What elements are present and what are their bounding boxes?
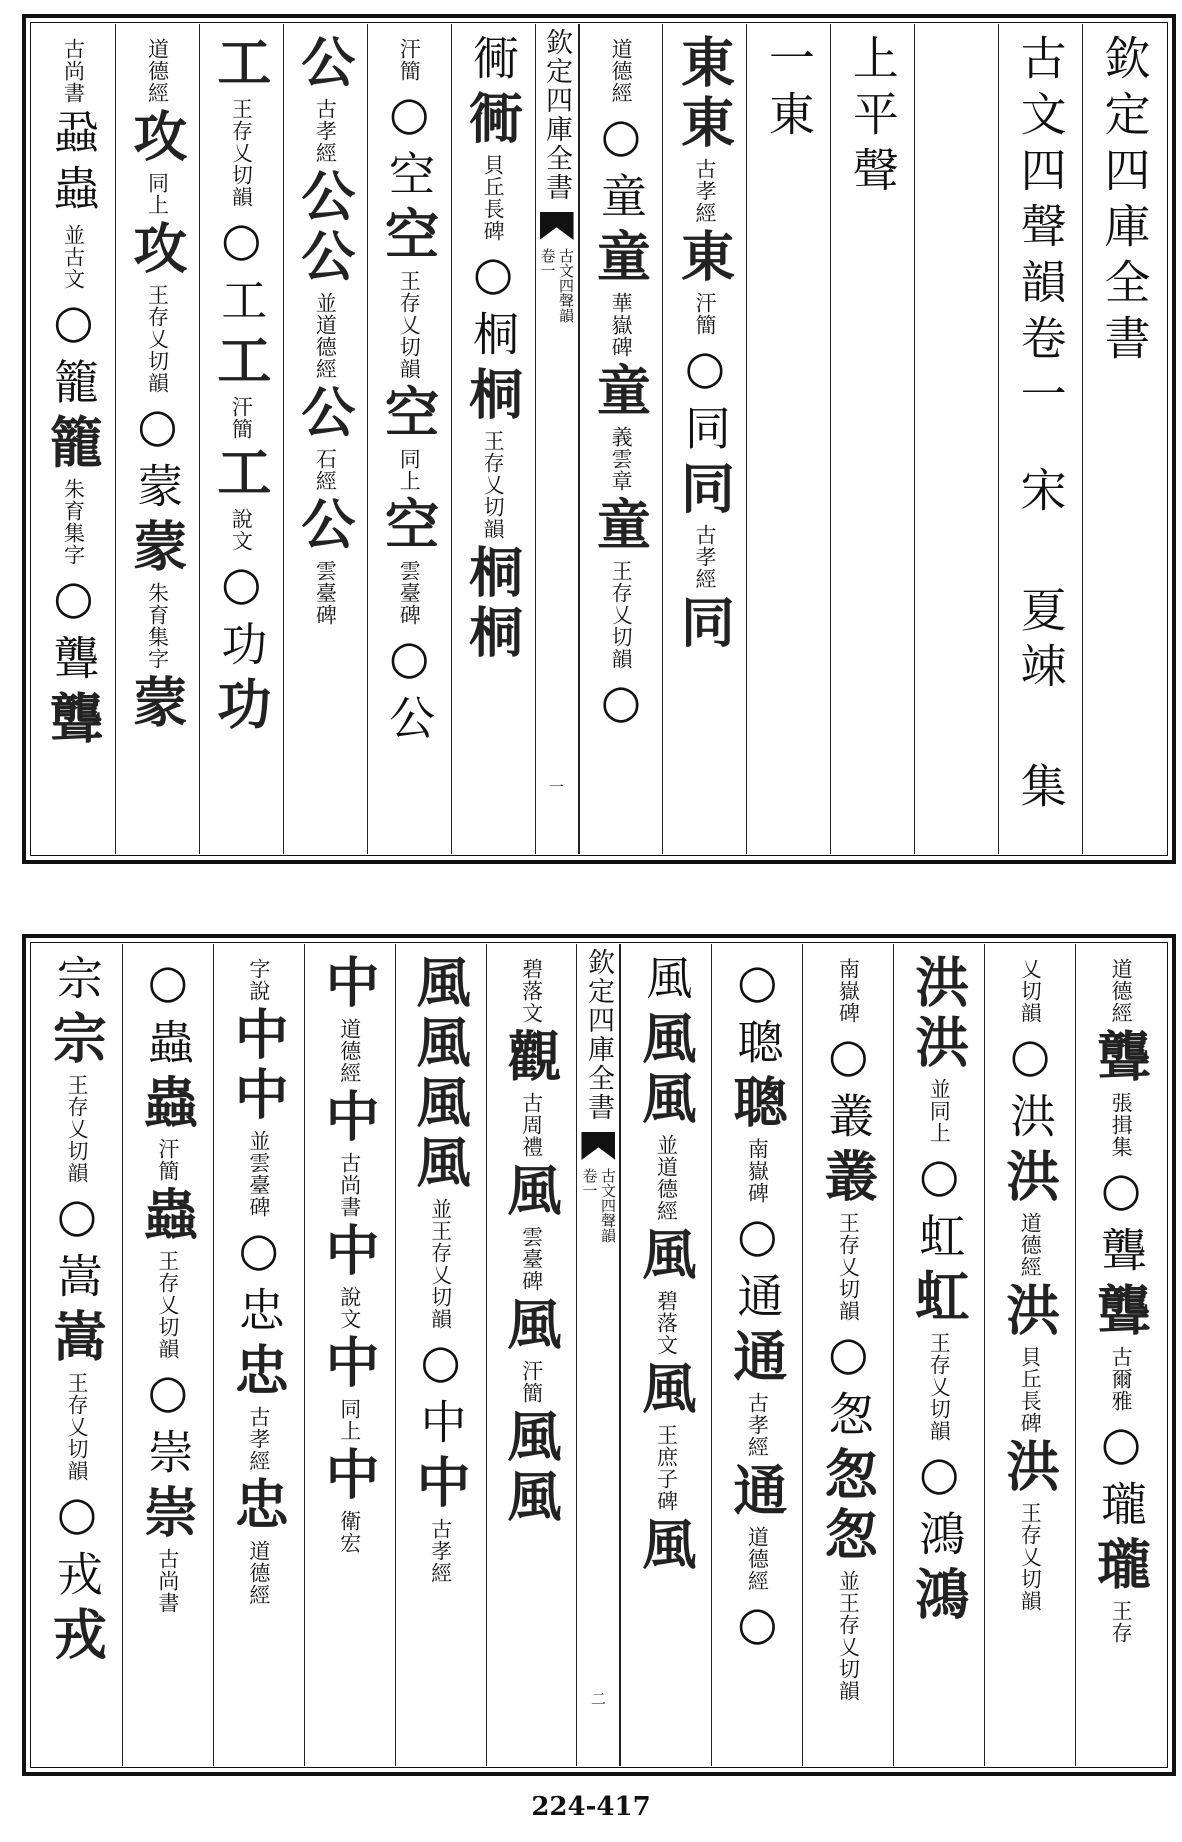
source-annotation: 字說 <box>246 958 271 1002</box>
source-annotation: 古尚書 <box>155 1548 180 1614</box>
seal-script-glyph: 聾 <box>1088 1028 1153 1088</box>
seal-script-glyph: 公 <box>292 228 357 288</box>
text-column-c7 <box>115 24 199 854</box>
seal-script-glyph: 東 <box>672 228 737 288</box>
seal-script-glyph: 空 <box>376 384 441 444</box>
seal-script-glyph: 嵩 <box>44 1308 109 1368</box>
text-column-d7 <box>486 944 577 1766</box>
source-annotation: 古尚書 <box>61 38 86 104</box>
spine-page-number: 二 <box>588 1691 607 1706</box>
source-annotation: 王存乂切韻 <box>155 1250 180 1360</box>
headword: ○忠 <box>231 1222 286 1342</box>
seal-script-glyph: 洪 <box>906 954 971 1014</box>
source-annotation: 乂切韻 <box>1018 958 1043 1024</box>
source-annotation: 古孝經 <box>428 1518 453 1584</box>
collection-title-column <box>1082 24 1166 854</box>
seal-script-glyph: 聾 <box>40 690 105 750</box>
source-annotation: 王存乂切韻 <box>397 270 422 380</box>
seal-script-glyph: 風 <box>633 1010 698 1070</box>
headword: ○ <box>730 1596 785 1660</box>
book-title-column <box>998 24 1082 854</box>
spine-page-number: 一 <box>547 779 566 794</box>
source-annotation: 汗簡 <box>229 396 254 440</box>
seal-script-glyph: 公 <box>292 496 357 556</box>
seal-script-glyph: 蒙 <box>124 674 189 734</box>
seal-script-glyph: 中 <box>317 954 382 1014</box>
seal-script-glyph: 衕 <box>460 90 525 150</box>
source-annotation: 並古文 <box>61 224 86 290</box>
seal-script-glyph: 工 <box>208 444 273 504</box>
seal-script-glyph: 童 <box>588 228 653 288</box>
text-column-c1 <box>662 24 746 854</box>
source-annotation: 張揖集 <box>1109 1092 1134 1158</box>
source-annotation: 同上 <box>337 1398 362 1442</box>
source-annotation: 道德經 <box>145 38 170 104</box>
seal-script-glyph: 怱 <box>815 1506 880 1566</box>
seal-script-glyph: 桐 <box>460 604 525 664</box>
source-annotation: 義雲章 <box>609 426 634 492</box>
source-annotation: 王存乂切韻 <box>229 98 254 208</box>
seal-script-glyph: 叢 <box>815 1148 880 1208</box>
headword: 宗 <box>49 954 104 1010</box>
seal-script-glyph: 通 <box>724 1328 789 1388</box>
seal-script-glyph: 空 <box>376 496 441 556</box>
source-annotation: 王存乂切韻 <box>145 284 170 394</box>
seal-script-glyph: 東 <box>672 94 737 154</box>
seal-script-glyph: 聰 <box>724 1074 789 1134</box>
seal-script-glyph: 中 <box>317 1446 382 1506</box>
seal-script-glyph: 中 <box>317 1334 382 1394</box>
top-page <box>22 14 1176 864</box>
source-annotation: 道德經 <box>609 38 634 104</box>
headword: ○怱 <box>821 1326 876 1446</box>
text-column-d12 <box>32 944 122 1766</box>
source-annotation: 王存乂切韻 <box>927 1332 952 1442</box>
seal-script-glyph: 中 <box>226 1066 291 1126</box>
seal-script-glyph: 工 <box>208 34 273 94</box>
text-column-c6 <box>199 24 283 854</box>
seal-script-glyph: 攻 <box>124 220 189 280</box>
seal-script-glyph: 風 <box>633 1360 698 1420</box>
source-annotation: 並道德經 <box>654 1134 679 1222</box>
seal-script-glyph: 怱 <box>815 1446 880 1506</box>
seal-script-glyph: 中 <box>408 1454 473 1514</box>
headword: ○工 <box>214 212 269 332</box>
fishtail-mark <box>540 212 574 240</box>
seal-script-glyph: 洪 <box>997 1438 1062 1498</box>
seal-script-glyph: 風 <box>633 1226 698 1286</box>
headword: ○籠 <box>46 294 101 414</box>
source-annotation: 汗簡 <box>397 38 422 82</box>
source-annotation: 古孝經 <box>745 1392 770 1458</box>
seal-script-glyph: 戎 <box>44 1606 109 1666</box>
source-annotation: 南嶽碑 <box>745 1138 770 1204</box>
source-annotation: 古孝經 <box>313 98 338 164</box>
text-column-d8 <box>395 944 486 1766</box>
seal-script-glyph: 蒙 <box>124 518 189 578</box>
seal-script-glyph: 崇 <box>135 1484 200 1544</box>
text-column-c4 <box>367 24 451 854</box>
source-annotation: 道德經 <box>1018 1212 1043 1278</box>
source-annotation: 汗簡 <box>519 1360 544 1404</box>
source-annotation: 並同上 <box>927 1078 952 1144</box>
headword: ○鴻 <box>912 1446 967 1566</box>
author-line: 宋 夏竦 集 <box>1013 466 1068 818</box>
page-code: 224-417 <box>531 1792 651 1822</box>
seal-script-glyph: 虹 <box>906 1268 971 1328</box>
spine-book-title: 古文四聲韻 <box>598 1168 617 1243</box>
headword: ○叢 <box>821 1028 876 1148</box>
headword: 蝨蟲 <box>46 108 101 220</box>
headword: ○桐 <box>466 246 521 366</box>
source-annotation: 古孝經 <box>246 1406 271 1472</box>
source-annotation: 同上 <box>397 448 422 492</box>
seal-script-glyph: 鴻 <box>906 1566 971 1626</box>
source-annotation: 南嶽碑 <box>836 958 861 1024</box>
text-column-d4 <box>802 944 893 1766</box>
source-annotation: 說文 <box>337 1286 362 1330</box>
seal-script-glyph: 瓏 <box>1088 1536 1153 1596</box>
headword: 衕 <box>466 34 521 90</box>
rhyme-title: 一東 <box>761 34 816 146</box>
seal-script-glyph: 蟲 <box>135 1186 200 1246</box>
seal-script-glyph: 風 <box>633 1516 698 1576</box>
source-annotation: 並王存乂切韻 <box>836 1570 861 1702</box>
seal-script-glyph: 風 <box>408 954 473 1014</box>
text-column-c3 <box>451 24 535 854</box>
seal-script-glyph: 同 <box>672 460 737 520</box>
headword: ○崇 <box>140 1364 195 1484</box>
headword: ○通 <box>730 1208 785 1328</box>
headword: ○童 <box>594 108 648 228</box>
seal-script-glyph: 聾 <box>1088 1282 1153 1342</box>
source-annotation: 朱育集字 <box>145 582 170 670</box>
collection-title: 欽定四庫全書 <box>1097 34 1152 370</box>
spine-column <box>535 24 579 854</box>
source-annotation: 王庶子碑 <box>654 1424 679 1512</box>
source-annotation: 貝丘長碑 <box>1018 1346 1043 1434</box>
source-annotation: 王存乂切韻 <box>609 560 634 670</box>
headword: ○聾 <box>1094 1162 1149 1282</box>
text-column-d1 <box>1075 944 1166 1766</box>
source-annotation: 古孝經 <box>693 524 717 590</box>
headword: ○嵩 <box>49 1188 104 1308</box>
seal-script-glyph: 風 <box>408 1074 473 1134</box>
headword: ○蒙 <box>130 398 185 518</box>
top-page-columns <box>32 24 1166 854</box>
seal-script-glyph: 中 <box>226 1006 291 1066</box>
spine-column <box>576 944 620 1766</box>
source-annotation: 雲臺碑 <box>519 1226 544 1292</box>
source-annotation: 古周禮 <box>519 1092 544 1158</box>
headword: ○虹 <box>912 1148 967 1268</box>
source-annotation: 華嶽碑 <box>609 292 634 358</box>
seal-script-glyph: 風 <box>499 1162 563 1222</box>
headword: ○ <box>594 674 648 738</box>
seal-script-glyph: 童 <box>588 496 653 556</box>
headword: ○中 <box>413 1334 468 1454</box>
source-annotation: 王存乂切韻 <box>481 430 506 540</box>
spine-book-title: 古文四聲韻 <box>557 248 576 323</box>
seal-script-glyph: 攻 <box>124 108 189 168</box>
seal-script-glyph: 忠 <box>226 1476 291 1536</box>
headword: 風 <box>639 954 694 1010</box>
source-annotation: 王存乂切韻 <box>1018 1502 1043 1612</box>
seal-script-glyph: 中 <box>317 1222 382 1282</box>
seal-script-glyph: 蟲 <box>135 1074 200 1134</box>
source-annotation: 古孝經 <box>693 158 717 224</box>
source-annotation: 並雲臺碑 <box>246 1130 271 1218</box>
seal-script-glyph: 風 <box>408 1134 473 1194</box>
source-annotation: 道德經 <box>246 1540 271 1606</box>
source-annotation: 古尚書 <box>337 1152 362 1218</box>
source-annotation: 道德經 <box>745 1526 770 1592</box>
headword: ○功 <box>214 556 269 676</box>
seal-script-glyph: 中 <box>317 1088 382 1148</box>
seal-script-glyph: 功 <box>208 676 273 736</box>
source-annotation: 汗簡 <box>693 292 717 336</box>
source-annotation: 古爾雅 <box>1109 1346 1134 1412</box>
seal-script-glyph: 工 <box>208 332 273 392</box>
source-annotation: 王存乂切韻 <box>836 1212 861 1322</box>
section-title: 上平聲 <box>845 34 900 202</box>
source-annotation: 並道德經 <box>313 292 338 380</box>
source-annotation: 說文 <box>229 508 254 552</box>
text-column-d11 <box>122 944 213 1766</box>
seal-script-glyph: 桐 <box>460 366 525 426</box>
seal-script-glyph: 風 <box>408 1014 473 1074</box>
source-annotation: 道德經 <box>337 1018 362 1084</box>
text-column-d9 <box>304 944 395 1766</box>
headword: ○蟲 <box>140 954 195 1074</box>
headword: ○戎 <box>49 1486 104 1606</box>
source-annotation: 貝丘長碑 <box>481 154 506 242</box>
seal-script-glyph: 公 <box>292 384 357 444</box>
source-annotation: 朱育集字 <box>61 478 86 566</box>
seal-script-glyph: 洪 <box>997 1282 1062 1342</box>
source-annotation: 王存 <box>1109 1600 1134 1644</box>
headword: ○瓏 <box>1094 1416 1149 1536</box>
seal-script-glyph: 籠 <box>40 414 105 474</box>
seal-script-glyph: 風 <box>499 1408 563 1468</box>
text-column-c8 <box>32 24 115 854</box>
source-annotation: 並王存乂切韻 <box>428 1198 453 1330</box>
rhyme-column <box>746 24 830 854</box>
seal-script-glyph: 童 <box>588 362 653 422</box>
text-column-c2 <box>579 24 663 854</box>
text-column-d3 <box>893 944 984 1766</box>
headword: ○空 <box>382 86 437 206</box>
source-annotation: 王存乂切韻 <box>64 1372 89 1482</box>
bottom-page-columns <box>32 944 1166 1766</box>
source-annotation: 汗簡 <box>155 1138 180 1182</box>
seal-script-glyph: 空 <box>376 206 441 266</box>
fishtail-mark <box>581 1132 615 1160</box>
source-annotation: 同上 <box>145 172 170 216</box>
book-title: 古文四聲韻卷一 <box>1013 34 1068 426</box>
seal-script-glyph: 宗 <box>44 1010 109 1070</box>
seal-script-glyph: 風 <box>633 1070 698 1130</box>
text-column-c5 <box>283 24 367 854</box>
seal-script-glyph: 東 <box>672 34 737 94</box>
source-annotation: 碧落文 <box>654 1290 679 1356</box>
source-annotation: 雲臺碑 <box>397 560 422 626</box>
headword: ○洪 <box>1003 1028 1058 1148</box>
bottom-page <box>22 934 1176 1776</box>
spine-volume: 卷一 <box>538 248 557 278</box>
text-column-d6 <box>620 944 711 1766</box>
seal-script-glyph: 風 <box>499 1468 563 1528</box>
seal-script-glyph: 忠 <box>226 1342 291 1402</box>
source-annotation: 衛宏 <box>337 1510 362 1554</box>
spine-title: 欽定四庫全書 <box>582 948 614 1122</box>
headword: ○聾 <box>46 570 101 690</box>
headword: ○同 <box>677 340 732 460</box>
source-annotation: 碧落文 <box>519 958 544 1024</box>
headword: ○公 <box>382 630 437 750</box>
seal-script-glyph: 桐 <box>460 544 525 604</box>
seal-script-glyph: 公 <box>292 34 357 94</box>
text-column-d2 <box>984 944 1075 1766</box>
seal-script-glyph: 通 <box>724 1462 789 1522</box>
section-column <box>830 24 914 854</box>
seal-script-glyph: 同 <box>672 594 737 654</box>
source-annotation: 石經 <box>313 448 338 492</box>
spine-volume: 卷一 <box>580 1168 599 1198</box>
source-annotation: 道德經 <box>1109 958 1134 1024</box>
seal-script-glyph: 公 <box>292 168 357 228</box>
seal-script-glyph: 風 <box>499 1296 563 1356</box>
source-annotation: 王存乂切韻 <box>64 1074 89 1184</box>
seal-script-glyph: 觀 <box>499 1028 563 1088</box>
seal-script-glyph: 洪 <box>906 1014 971 1074</box>
text-column-d10 <box>213 944 304 1766</box>
text-column-d5 <box>711 944 802 1766</box>
source-annotation: 雲臺碑 <box>313 560 338 626</box>
seal-script-glyph: 洪 <box>997 1148 1062 1208</box>
stamp-column <box>914 24 998 854</box>
spine-title: 欽定四庫全書 <box>541 28 573 202</box>
headword: ○聰 <box>730 954 785 1074</box>
